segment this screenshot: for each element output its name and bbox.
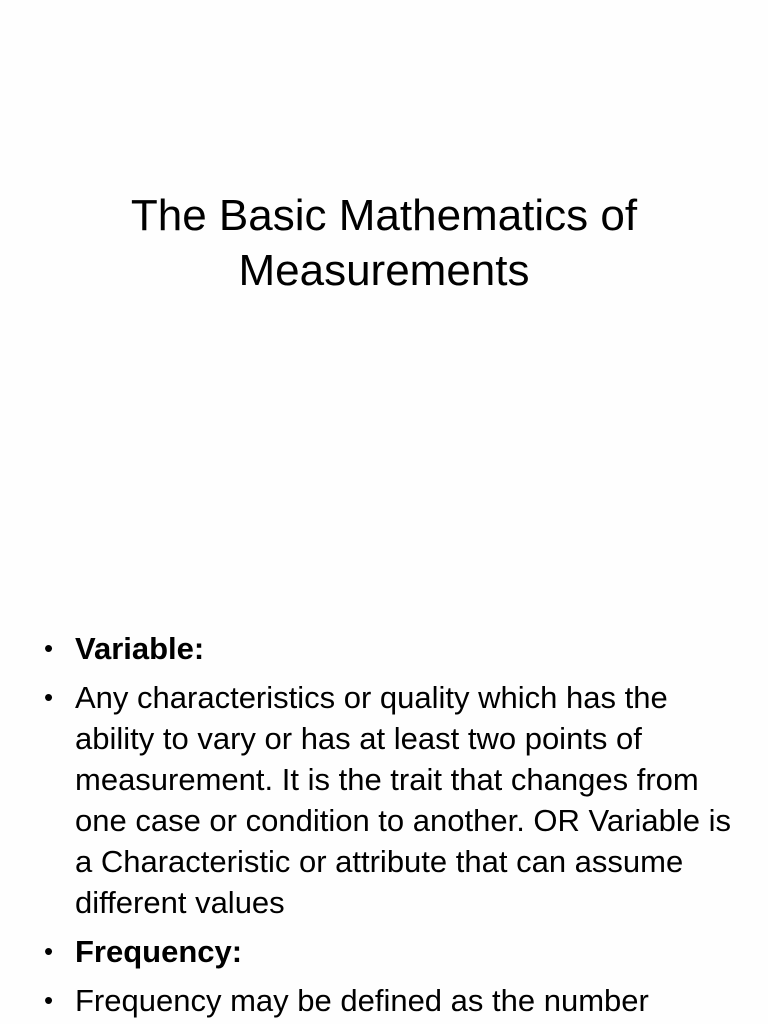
bullet-dot-icon: •	[44, 985, 54, 1015]
bullet-dot-icon: •	[44, 633, 54, 663]
bullet-variable-definition	[44, 677, 744, 923]
bullet-variable-heading	[44, 628, 744, 669]
bullet-text: Frequency may be defined as the number	[75, 983, 649, 1018]
bullet-dot-icon: •	[44, 682, 54, 712]
bullet-dot-icon: •	[44, 936, 54, 966]
bullet-text: Any characteristics or quality which has the ability to vary or has at least two points of measurement. It is the trait that changes from one case or condition to another. OR Variable is a Characteristic or attribute that can assume different values	[75, 680, 731, 920]
bullet-text: Frequency:	[75, 934, 243, 969]
slide-title: The Basic Mathematics of Measurements	[130, 191, 638, 295]
bullet-list	[44, 628, 744, 1024]
bullet-frequency-heading	[44, 931, 744, 972]
bullet-text: Variable:	[75, 631, 205, 666]
bullet-frequency-definition	[44, 980, 744, 1021]
